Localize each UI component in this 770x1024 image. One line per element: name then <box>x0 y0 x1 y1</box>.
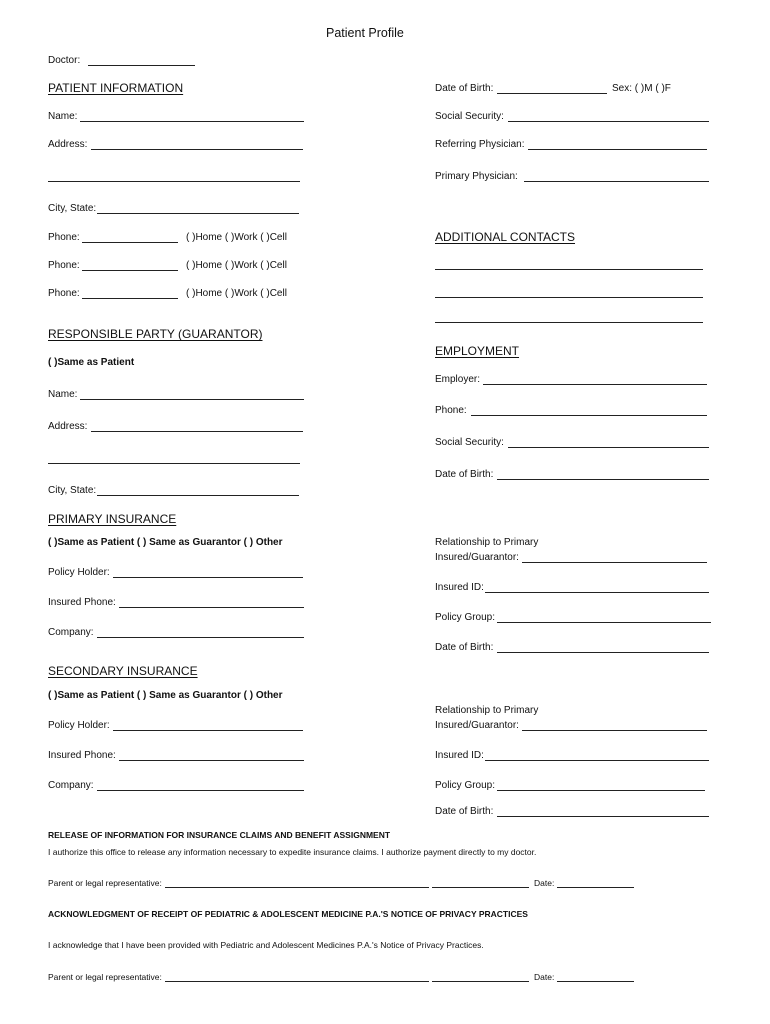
patient-phone2-label: Phone: <box>48 260 80 271</box>
guarantor-heading: RESPONSIBLE PARTY (GUARANTOR) <box>48 327 263 341</box>
secondary-policy-holder-label: Policy Holder: <box>48 720 110 731</box>
secondary-insurance-same-as[interactable]: ( )Same as Patient ( ) Same as Guarantor ( ) Other <box>48 690 283 701</box>
secondary-dob-label: Date of Birth: <box>435 806 494 817</box>
secondary-policy-holder-field[interactable] <box>113 730 303 731</box>
guarantor-same-as-patient[interactable]: ( )Same as Patient <box>48 357 135 368</box>
primary-company-field[interactable] <box>97 637 304 638</box>
guarantor-address-field[interactable] <box>91 431 303 432</box>
referring-physician-label: Referring Physician: <box>435 139 525 150</box>
release-date-field[interactable] <box>557 887 634 888</box>
primary-physician-field[interactable] <box>524 181 709 182</box>
release-parent-print-field[interactable] <box>432 887 529 888</box>
primary-policy-holder-field[interactable] <box>113 577 303 578</box>
primary-relationship-field[interactable] <box>522 562 707 563</box>
primary-policy-group-field[interactable] <box>497 622 711 623</box>
primary-insured-id-label: Insured ID: <box>435 582 484 593</box>
patient-address-line2-field[interactable] <box>48 181 300 182</box>
acknowledgment-date-field[interactable] <box>557 981 634 982</box>
acknowledgment-parent-print-field[interactable] <box>432 981 529 982</box>
additional-contact-3-field[interactable] <box>435 322 703 323</box>
patient-city-state-label: City, State: <box>48 203 97 214</box>
employment-ssn-label: Social Security: <box>435 437 504 448</box>
release-parent-signature-field[interactable] <box>165 887 429 888</box>
primary-physician-label: Primary Physician: <box>435 171 518 182</box>
patient-information-heading: PATIENT INFORMATION <box>48 81 184 95</box>
guarantor-address-label: Address: <box>48 421 88 432</box>
patient-city-state-field[interactable] <box>97 213 299 214</box>
patient-phone2-field[interactable] <box>82 270 178 271</box>
referring-physician-field[interactable] <box>528 149 707 150</box>
employment-phone-field[interactable] <box>471 415 707 416</box>
patient-ssn-label: Social Security: <box>435 111 504 122</box>
employment-dob-field[interactable] <box>497 479 709 480</box>
employment-dob-label: Date of Birth: <box>435 469 494 480</box>
acknowledgment-parent-signature-field[interactable] <box>165 981 429 982</box>
patient-phone2-type[interactable]: ( )Home ( )Work ( )Cell <box>186 260 287 271</box>
guarantor-name-label: Name: <box>48 389 78 400</box>
secondary-company-field[interactable] <box>97 790 304 791</box>
release-text: I authorize this office to release any information necessary to expedite insurance claims. I authorize payment directly to my doctor. <box>48 847 537 857</box>
secondary-policy-group-field[interactable] <box>497 790 705 791</box>
secondary-policy-group-label: Policy Group: <box>435 780 496 791</box>
doctor-field[interactable] <box>88 65 195 66</box>
primary-dob-label: Date of Birth: <box>435 642 494 653</box>
additional-contacts-heading: ADDITIONAL CONTACTS <box>435 230 576 244</box>
page-title: Patient Profile <box>326 26 404 40</box>
primary-relationship-label-2: Insured/Guarantor: <box>435 552 519 563</box>
patient-phone1-label: Phone: <box>48 232 80 243</box>
release-parent-label: Parent or legal representative: <box>48 878 162 888</box>
patient-dob-field[interactable] <box>497 93 607 94</box>
patient-address-field[interactable] <box>91 149 303 150</box>
patient-sex-selector[interactable]: Sex: ( )M ( )F <box>612 83 671 94</box>
patient-phone1-type[interactable]: ( )Home ( )Work ( )Cell <box>186 232 287 243</box>
primary-insurance-heading: PRIMARY INSURANCE <box>48 512 177 526</box>
primary-insured-phone-field[interactable] <box>119 607 304 608</box>
employment-phone-label: Phone: <box>435 405 467 416</box>
acknowledgment-heading: ACKNOWLEDGMENT OF RECEIPT OF PEDIATRIC & ADOLESCENT MEDICINE P.A.'S NOTICE OF PRIVACY PRACTICES <box>48 909 528 919</box>
primary-dob-field[interactable] <box>497 652 709 653</box>
patient-dob-label: Date of Birth: <box>435 83 494 94</box>
secondary-insured-id-field[interactable] <box>485 760 709 761</box>
secondary-insured-phone-label: Insured Phone: <box>48 750 116 761</box>
primary-policy-group-label: Policy Group: <box>435 612 496 623</box>
additional-contact-2-field[interactable] <box>435 297 703 298</box>
primary-company-label: Company: <box>48 627 94 638</box>
guarantor-city-state-label: City, State: <box>48 485 97 496</box>
primary-insured-id-field[interactable] <box>485 592 709 593</box>
secondary-relationship-label-2: Insured/Guarantor: <box>435 720 519 731</box>
acknowledgment-date-label: Date: <box>534 972 555 982</box>
secondary-insured-phone-field[interactable] <box>119 760 304 761</box>
patient-ssn-field[interactable] <box>508 121 709 122</box>
primary-relationship-label-1: Relationship to Primary <box>435 537 539 548</box>
patient-phone3-label: Phone: <box>48 288 80 299</box>
patient-address-label: Address: <box>48 139 88 150</box>
secondary-dob-field[interactable] <box>497 816 709 817</box>
secondary-relationship-label-1: Relationship to Primary <box>435 705 539 716</box>
additional-contact-1-field[interactable] <box>435 269 703 270</box>
guarantor-name-field[interactable] <box>80 399 304 400</box>
patient-name-field[interactable] <box>80 121 304 122</box>
primary-insured-phone-label: Insured Phone: <box>48 597 116 608</box>
patient-phone3-type[interactable]: ( )Home ( )Work ( )Cell <box>186 288 287 299</box>
employment-heading: EMPLOYMENT <box>435 344 520 358</box>
employer-field[interactable] <box>483 384 707 385</box>
acknowledgment-parent-label: Parent or legal representative: <box>48 972 162 982</box>
primary-insurance-same-as[interactable]: ( )Same as Patient ( ) Same as Guarantor ( ) Other <box>48 537 283 548</box>
secondary-insured-id-label: Insured ID: <box>435 750 484 761</box>
patient-phone3-field[interactable] <box>82 298 178 299</box>
release-date-label: Date: <box>534 878 555 888</box>
patient-name-label: Name: <box>48 111 78 122</box>
employer-label: Employer: <box>435 374 481 385</box>
doctor-label: Doctor: <box>48 55 81 66</box>
patient-phone1-field[interactable] <box>82 242 178 243</box>
secondary-insurance-heading: SECONDARY INSURANCE <box>48 664 198 678</box>
guarantor-city-state-field[interactable] <box>97 495 299 496</box>
guarantor-address-line2-field[interactable] <box>48 463 300 464</box>
acknowledgment-text: I acknowledge that I have been provided with Pediatric and Adolescent Medicines P.A.'s Notice of Privacy Practices. <box>48 940 484 950</box>
primary-policy-holder-label: Policy Holder: <box>48 567 110 578</box>
secondary-relationship-field[interactable] <box>522 730 707 731</box>
secondary-company-label: Company: <box>48 780 94 791</box>
employment-ssn-field[interactable] <box>508 447 709 448</box>
release-heading: RELEASE OF INFORMATION FOR INSURANCE CLAIMS AND BENEFIT ASSIGNMENT <box>48 830 391 840</box>
